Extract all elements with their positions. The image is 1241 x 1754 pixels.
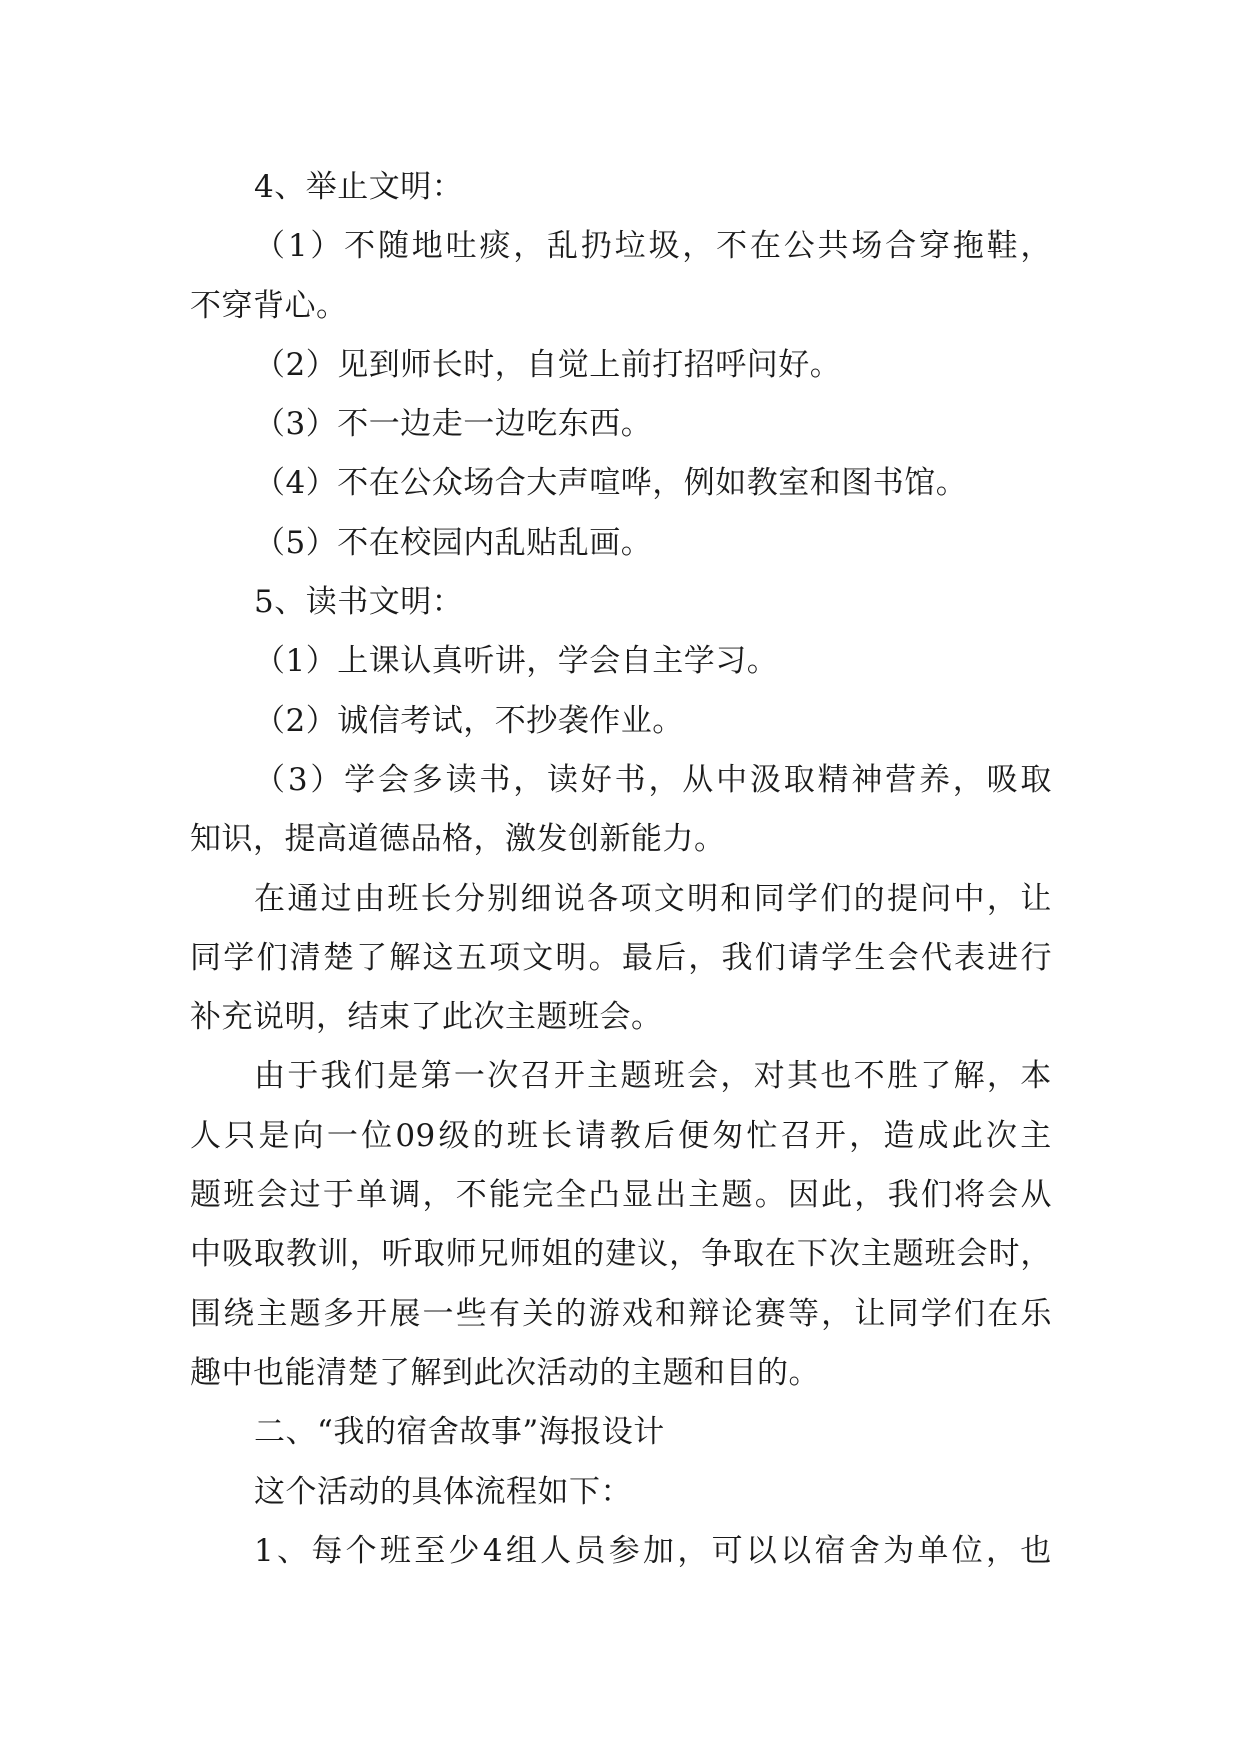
text-line: 补充说明，结束了此次主题班会。 [190,999,663,1036]
text-line: 趣中也能清楚了解到此次活动的主题和目的。 [190,1354,820,1391]
text-line: 中 吸 取 教 训 ， 听 取 师 兄 师 姐 的 建 议 ， 争 取 在 下 次 主 题 班 会 时 ， [190,1236,1052,1273]
text-line: 不穿背心。 [190,287,348,324]
text-line: 围 绕 主 题 多 开 展 一 些 有 关 的 游 戏 和 辩 论 赛 等 ， 让 同 学 们 在 乐 [190,1295,1052,1332]
text-line: （ 3 ） 学 会 多 读 书 ， 读 好 书 ， 从 中 汲 取 精 神 营 养 ， 吸 取 [254,761,1052,798]
text-line: （4）不在公众场合大声喧哗，例如教室和图书馆。 [254,465,968,502]
text-line: 人 只 是 向 一 位 09 级 的 班 长 请 教 后 便 匆 忙 召 开 ， 造 成 此 次 主 [190,1117,1052,1154]
text-line: （ 1 ） 不 随 地 吐 痰 ， 乱 扔 垃 圾 ， 不 在 公 共 场 合 穿 拖 鞋 ， [254,228,1052,265]
text-line: （2）诚信考试，不抄袭作业。 [254,702,684,739]
text-line: 4、举止文明： [254,169,464,205]
text-line: 由 于 我 们 是 第 一 次 召 开 主 题 班 会 ， 对 其 也 不 胜 了 解 ， 本 [254,1058,1052,1095]
text-line: 二、“我的宿舍故事”海报设计 [254,1414,665,1451]
text-line: 同 学 们 清 楚 了 解 这 五 项 文 明 。 最 后 ， 我 们 请 学 生 会 代 表 进 行 [190,939,1052,976]
text-line: （5）不在校园内乱贴乱画。 [254,524,653,561]
text-line: 这个活动的具体流程如下： [254,1473,632,1510]
text-line: （3）不一边走一边吃东西。 [254,406,653,443]
text-line: （2）见到师长时，自觉上前打招呼问好。 [254,346,842,383]
text-line: 题 班 会 过 于 单 调 ， 不 能 完 全 凸 显 出 主 题 。 因 此 ， 我 们 将 会 从 [190,1177,1052,1214]
text-line: （1）上课认真听讲，学会自主学习。 [254,643,779,680]
text-line: 1 、 每 个 班 至 少 4 组 人 员 参 加 ， 可 以 以 宿 舍 为 单 位 ， 也 [254,1532,1052,1569]
document-body [190,158,1052,1581]
text-line: 5、读书文明： [254,584,464,621]
text-line: 在 通 过 由 班 长 分 别 细 说 各 项 文 明 和 同 学 们 的 提 问 中 ， 让 [254,880,1052,917]
text-line: 知识，提高道德品格，激发创新能力。 [190,821,726,858]
